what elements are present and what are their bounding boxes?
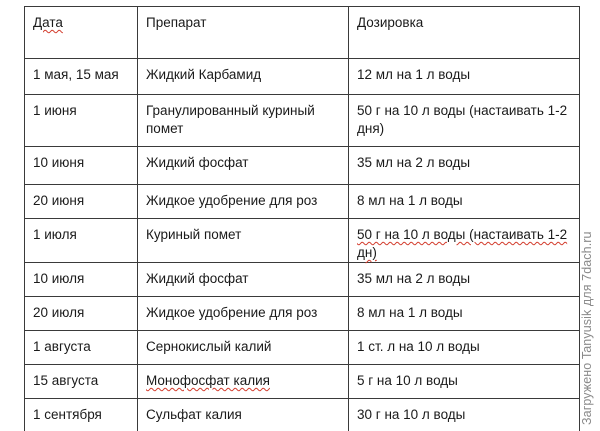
cell-dose: 8 мл на 1 л воды xyxy=(349,185,580,219)
table-row xyxy=(25,185,580,219)
cell-date: 15 августа xyxy=(25,365,138,399)
header-product: Препарат xyxy=(138,7,349,59)
cell-dose xyxy=(349,219,580,263)
cell-date: 1 июня xyxy=(25,95,138,147)
header-date-label: Дата xyxy=(33,15,63,30)
cell-product-text: Монофосфат калия xyxy=(146,373,270,388)
cell-date: 1 августа xyxy=(25,331,138,365)
header-date xyxy=(25,7,138,59)
cell-product: Сульфат калия xyxy=(138,399,349,431)
cell-product: Гранулированный куриный помет xyxy=(138,95,349,147)
table-header-row xyxy=(25,7,580,59)
header-dose: Дозировка xyxy=(349,7,580,59)
watermark-text: Загружено Tanyusik для 7dach.ru xyxy=(580,231,594,425)
cell-dose: 35 мл на 2 л воды xyxy=(349,147,580,185)
table-row xyxy=(25,365,580,399)
cell-date: 1 июля xyxy=(25,219,138,263)
table-row xyxy=(25,59,580,95)
cell-product: Куриный помет xyxy=(138,219,349,263)
cell-product: Жидкое удобрение для роз xyxy=(138,185,349,219)
cell-product: Жидкое удобрение для роз xyxy=(138,297,349,331)
table-row xyxy=(25,399,580,431)
cell-dose: 5 г на 10 л воды xyxy=(349,365,580,399)
cell-product xyxy=(138,365,349,399)
cell-product: Жидкий фосфат xyxy=(138,263,349,297)
table-row xyxy=(25,219,580,263)
cell-dose: 8 мл на 1 л воды xyxy=(349,297,580,331)
cell-dose: 35 мл на 2 л воды xyxy=(349,263,580,297)
cell-dose: 30 г на 10 л воды xyxy=(349,399,580,431)
table-row xyxy=(25,147,580,185)
cell-dose: 12 мл на 1 л воды xyxy=(349,59,580,95)
cell-product: Сернокислый калий xyxy=(138,331,349,365)
cell-product: Жидкий Карбамид xyxy=(138,59,349,95)
table-row xyxy=(25,331,580,365)
cell-dose: 50 г на 10 л воды (настаивать 1-2 дня) xyxy=(349,95,580,147)
table-row xyxy=(25,95,580,147)
fertilizer-schedule-table xyxy=(24,6,580,431)
cell-date: 10 июня xyxy=(25,147,138,185)
cell-dose: 1 ст. л на 10 л воды xyxy=(349,331,580,365)
cell-date: 1 мая, 15 мая xyxy=(25,59,138,95)
cell-date: 20 июля xyxy=(25,297,138,331)
table-row xyxy=(25,263,580,297)
cell-dose-text: 50 г на 10 л воды (настаивать 1-2 дн) xyxy=(357,227,568,260)
cell-date: 1 сентября xyxy=(25,399,138,431)
cell-date: 10 июля xyxy=(25,263,138,297)
cell-date: 20 июня xyxy=(25,185,138,219)
cell-product: Жидкий фосфат xyxy=(138,147,349,185)
table-row xyxy=(25,297,580,331)
